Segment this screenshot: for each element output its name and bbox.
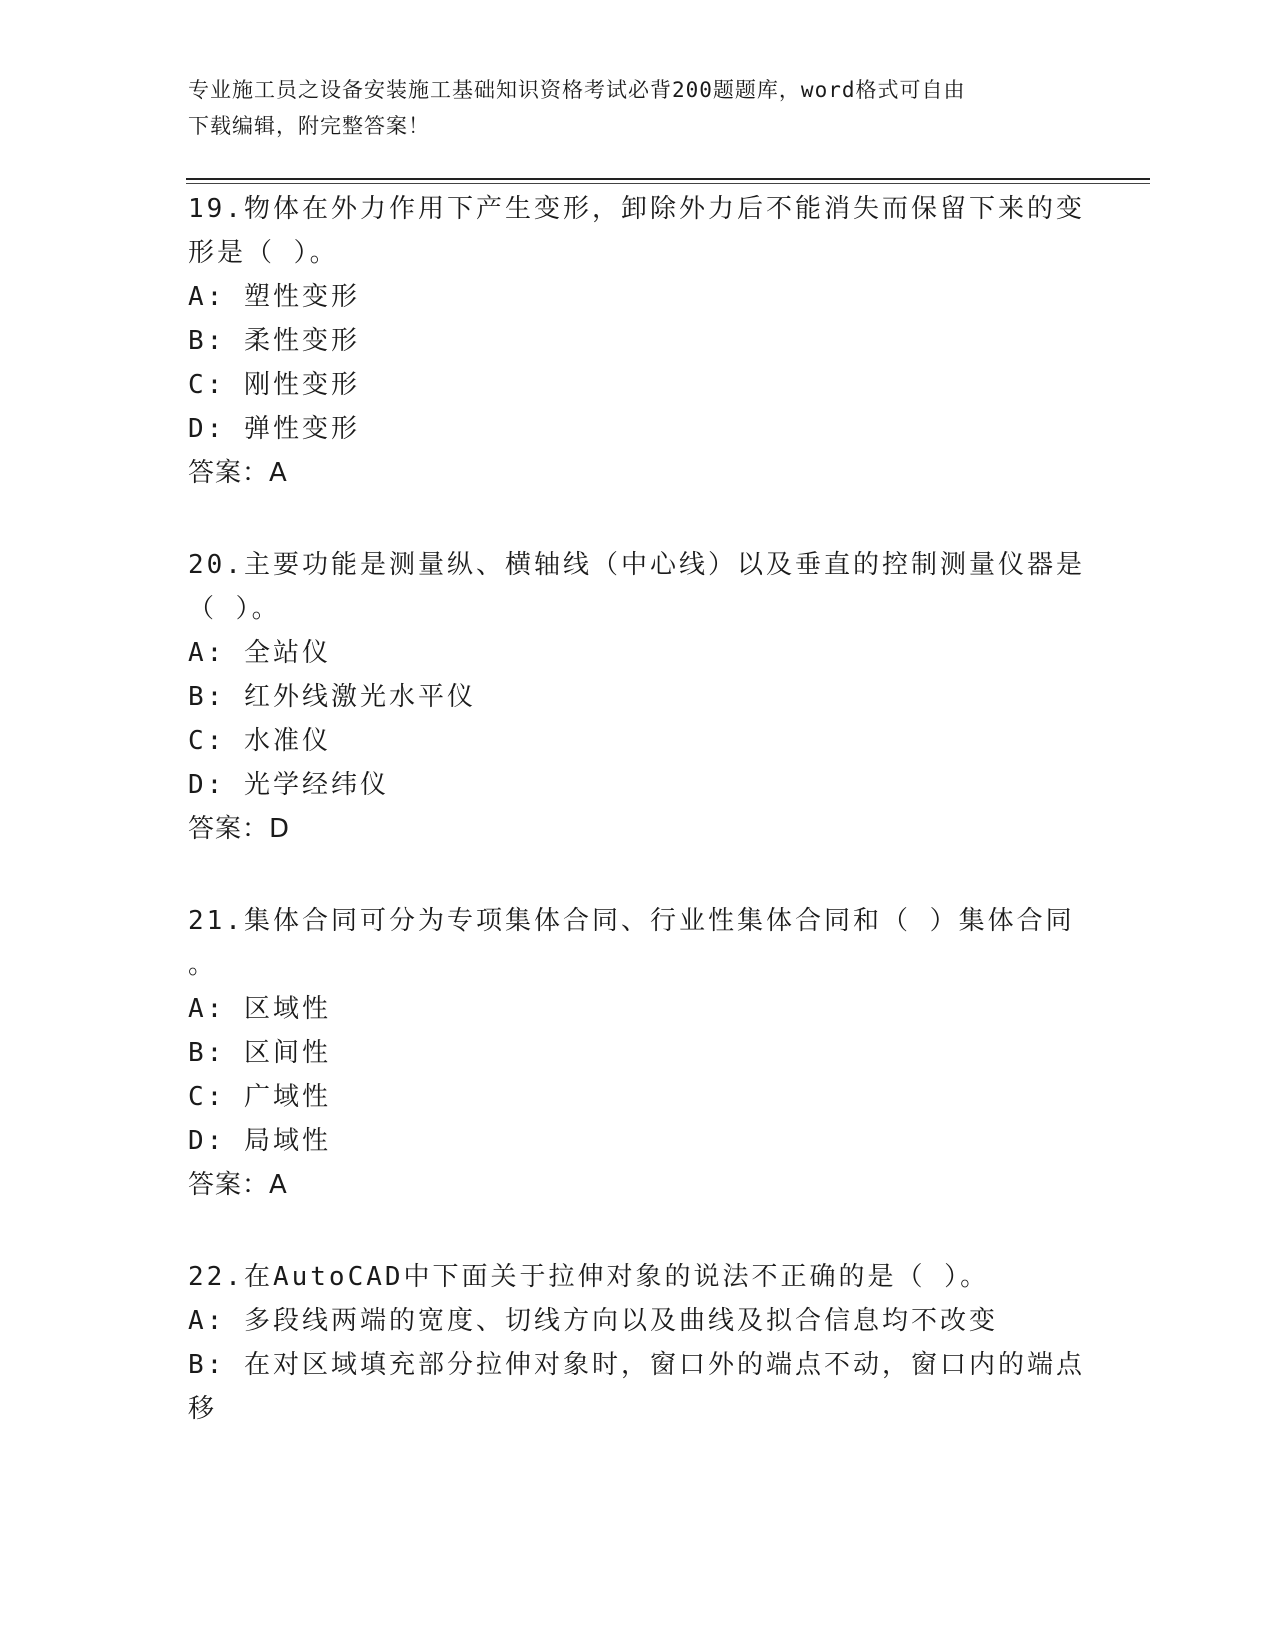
option-b: B: 红外线激光水平仪 <box>188 682 476 712</box>
option-d: D: 弹性变形 <box>188 414 360 444</box>
question-stem: 20.主要功能是测量纵、横轴线（中心线）以及垂直的控制测量仪器是 <box>188 550 1085 580</box>
question-stem: 19.物体在外力作用下产生变形，卸除外力后不能消失而保留下来的变 <box>188 194 1085 224</box>
header-divider-thin <box>186 183 1150 184</box>
option-b: B: 在对区域填充部分拉伸对象时，窗口外的端点不动，窗口内的端点 <box>188 1350 1085 1380</box>
answer: 答案：A <box>188 458 288 488</box>
option-a: A: 全站仪 <box>188 638 331 668</box>
option-a: A: 区域性 <box>188 994 331 1024</box>
option-a: A: 多段线两端的宽度、切线方向以及曲线及拟合信息均不改变 <box>188 1306 998 1336</box>
option-d: D: 光学经纬仪 <box>188 770 389 800</box>
option-b-cont: 移 <box>188 1394 218 1424</box>
header-line-1: 专业施工员之设备安装施工基础知识资格考试必背200题题库，word格式可自由 <box>188 78 966 102</box>
answer: 答案：A <box>188 1170 288 1200</box>
option-b: B: 区间性 <box>188 1038 331 1068</box>
option-d: D: 局域性 <box>188 1126 331 1156</box>
header-line-2: 下载编辑，附完整答案！ <box>188 114 430 138</box>
question-stem: 22.在AutoCAD中下面关于拉伸对象的说法不正确的是（ ）。 <box>188 1262 990 1292</box>
question-stem-cont: （ ）。 <box>188 594 281 624</box>
option-a: A: 塑性变形 <box>188 282 360 312</box>
option-b: B: 柔性变形 <box>188 326 360 356</box>
option-c: C: 刚性变形 <box>188 370 360 400</box>
header-text <box>188 72 1068 144</box>
option-c: C: 水准仪 <box>188 726 331 756</box>
answer: 答案：D <box>188 814 291 844</box>
question-stem: 21.集体合同可分为专项集体合同、行业性集体合同和（ ）集体合同 <box>188 906 1075 936</box>
option-c: C: 广域性 <box>188 1082 331 1112</box>
question-stem-cont: 。 <box>188 950 218 980</box>
question-stem-cont: 形是（ ）。 <box>188 238 339 268</box>
header-divider-thick <box>186 178 1150 180</box>
